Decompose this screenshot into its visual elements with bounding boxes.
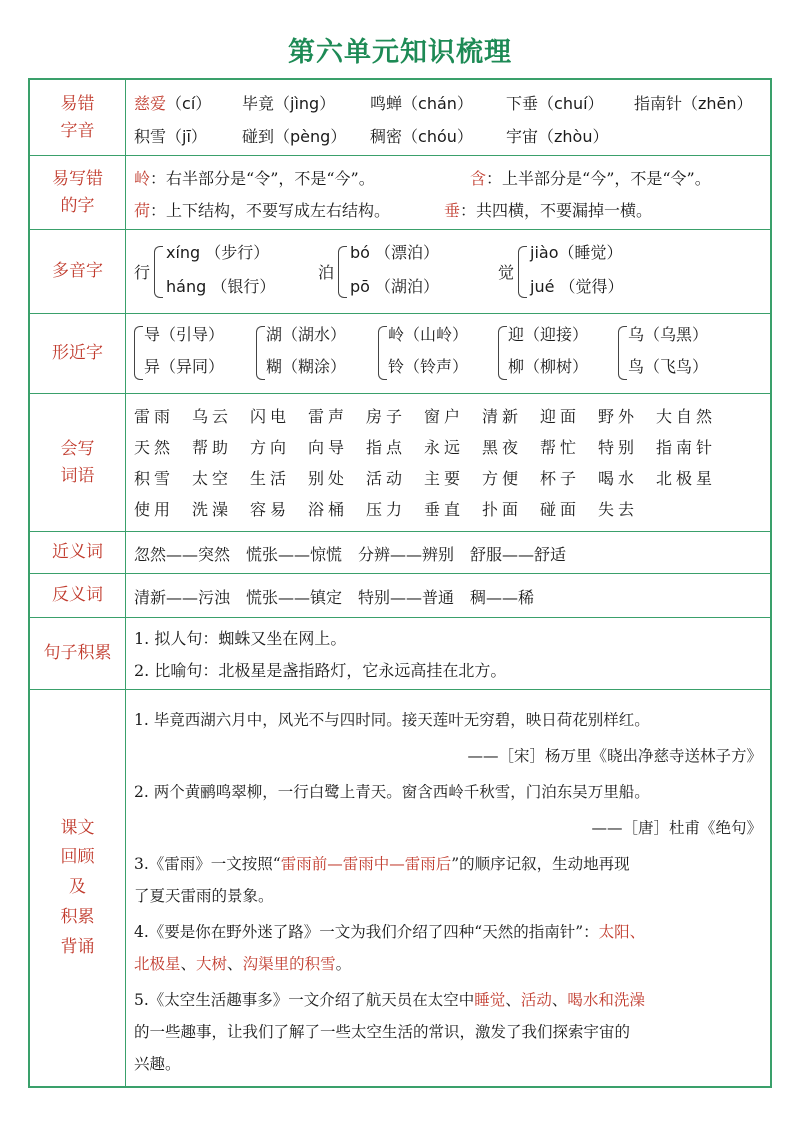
word-item: 指点 — [366, 438, 407, 457]
row-label: 课文 回顾 及 积累 背诵 — [30, 690, 126, 1086]
review-line: 了夏天雷雨的景象。 — [134, 887, 274, 905]
polyphonic-group: 觉 jiào（睡觉） jué （觉得） — [498, 243, 624, 296]
word-item: 窗户 — [424, 407, 465, 426]
word-item: 雷雨 — [134, 407, 175, 426]
word-item: 活动 — [366, 469, 407, 488]
page-title: 第六单元知识梳理 — [288, 37, 512, 68]
review-line: 5.《太空生活趣事多》一文介绍了航天员在太空中睡觉、活动、喝水和洗澡 — [134, 991, 645, 1009]
word-item: 清新 — [482, 407, 523, 426]
polyphonic-group: 行 xíng （步行） háng （银行） — [134, 243, 276, 296]
row-label: 句子积累 — [30, 618, 126, 689]
word-item: 闪电 — [250, 407, 291, 426]
row-error-prone-pronunciation — [30, 80, 770, 156]
pron-item: 积雪（jī） — [134, 127, 207, 146]
word-item: 洗澡 — [192, 500, 233, 519]
pron-item: 慈爱（cí） — [134, 94, 212, 113]
word-item: 指南针 — [656, 438, 717, 457]
word-item: 浴桶 — [308, 500, 349, 519]
word-item: 太空 — [192, 469, 233, 488]
word-item: 扑面 — [482, 500, 523, 519]
pron-item: 指南针（zhēn） — [634, 94, 753, 113]
row-label: 近义词 — [30, 532, 126, 573]
word-item: 别处 — [308, 469, 349, 488]
pron-item: 毕竟（jìng） — [242, 94, 336, 113]
row-similar-chars — [30, 314, 770, 394]
poem-citation: ——［唐］杜甫《绝句》 — [591, 819, 762, 837]
synonyms-text: 忽然——突然 慌张——惊慌 分辨——辨别 舒服——舒适 — [134, 545, 567, 564]
words-grid — [134, 394, 762, 531]
row-label: 易写错 的字 — [30, 156, 126, 229]
word-item: 迎面 — [540, 407, 581, 426]
row-writable-words — [30, 394, 770, 532]
word-item: 特别 — [598, 438, 639, 457]
word-item: 生活 — [250, 469, 291, 488]
review-line: 北极星、大树、沟渠里的积雪。 — [134, 955, 352, 973]
review-line: 的一些趣事，让我们了解了一些太空生活的常识，激发了我们探索宇宙的 — [134, 1023, 631, 1041]
similar-group: 岭（山岭） 铃（铃声） — [378, 322, 496, 386]
row-synonyms — [30, 532, 770, 574]
row-label: 易错 字音 — [30, 80, 126, 155]
word-item: 乌云 — [192, 407, 233, 426]
review-line: 兴趣。 — [134, 1055, 181, 1073]
word-item: 压力 — [366, 500, 407, 519]
word-item: 方便 — [482, 469, 523, 488]
word-item: 垂直 — [424, 500, 465, 519]
sentence-line: 1. 拟人句：蜘蛛又坐在网上。 — [134, 629, 347, 648]
pron-item: 宇宙（zhòu） — [506, 127, 609, 146]
word-item: 永远 — [424, 438, 465, 457]
poem-citation: ——［宋］杨万里《晓出净慈寺送林子方》 — [467, 747, 762, 765]
word-item: 向导 — [308, 438, 349, 457]
knowledge-table — [28, 78, 772, 1088]
similar-group: 迎（迎接） 柳（柳树） — [498, 322, 616, 386]
row-sentences — [30, 618, 770, 690]
pron-item: 稠密（chóu） — [370, 127, 473, 146]
pron-item: 下垂（chuí） — [506, 94, 604, 113]
word-item: 大自然 — [656, 407, 717, 426]
word-item: 喝水 — [598, 469, 639, 488]
row-label: 形近字 — [30, 314, 126, 393]
writing-note: 荷：上下结构，不要写成左右结构。 — [134, 201, 391, 220]
row-label: 反义词 — [30, 574, 126, 617]
word-item: 房子 — [366, 407, 407, 426]
similar-group: 导（引导） 异（异同） — [134, 322, 252, 386]
row-antonyms — [30, 574, 770, 618]
word-item: 方向 — [250, 438, 291, 457]
word-item: 野外 — [598, 407, 639, 426]
writing-note: 垂：共四横，不要漏掉一横。 — [444, 201, 653, 220]
word-item: 积雪 — [134, 469, 175, 488]
poem-line: 2. 两个黄鹂鸣翠柳，一行白鹭上青天。窗含西岭千秋雪，门泊东吴万里船。 — [134, 783, 650, 801]
word-item: 碰面 — [540, 500, 581, 519]
word-item: 容易 — [250, 500, 291, 519]
pron-item: 鸣蝉（chán） — [370, 94, 473, 113]
row-polyphonic — [30, 230, 770, 314]
word-item: 雷声 — [308, 407, 349, 426]
polyphonic-group: 泊 bó （漂泊） pō （湖泊） — [318, 243, 440, 296]
word-item: 北极星 — [656, 469, 717, 488]
antonyms-text: 清新——污浊 慌张——镇定 特别——普通 稠——稀 — [134, 588, 535, 607]
writing-note: 岭：右半部分是“令”，不是“今”。 — [134, 169, 375, 188]
word-item: 黑夜 — [482, 438, 523, 457]
similar-group: 乌（乌黑） 鸟（飞鸟） — [618, 322, 736, 386]
review-line: 4.《要是你在野外迷了路》一文为我们介绍了四种“天然的指南针”：太阳、 — [134, 923, 646, 941]
row-label: 多音字 — [30, 230, 126, 313]
writing-note: 含：上半部分是“今”，不是“令”。 — [470, 169, 711, 188]
word-item: 帮忙 — [540, 438, 581, 457]
row-text-review — [30, 690, 770, 1086]
word-item: 杯子 — [540, 469, 581, 488]
word-item: 帮助 — [192, 438, 233, 457]
sentence-line: 2. 比喻句：北极星是盏指路灯，它永远高挂在北方。 — [134, 661, 507, 680]
word-item: 使用 — [134, 500, 175, 519]
row-label: 会写 词语 — [30, 394, 126, 531]
similar-group: 湖（湖水） 糊（糊涂） — [256, 322, 374, 386]
word-item: 主要 — [424, 469, 465, 488]
word-item: 失去 — [598, 500, 639, 519]
row-error-prone-writing — [30, 156, 770, 230]
poem-line: 1. 毕竟西湖六月中，风光不与四时同。接天莲叶无穷碧，映日荷花别样红。 — [134, 711, 650, 729]
review-line: 3.《雷雨》一文按照“雷雨前—雷雨中—雷雨后”的顺序记叙，生动地再现 — [134, 855, 630, 873]
word-item: 天然 — [134, 438, 175, 457]
pron-item: 碰到（pèng） — [242, 127, 347, 146]
